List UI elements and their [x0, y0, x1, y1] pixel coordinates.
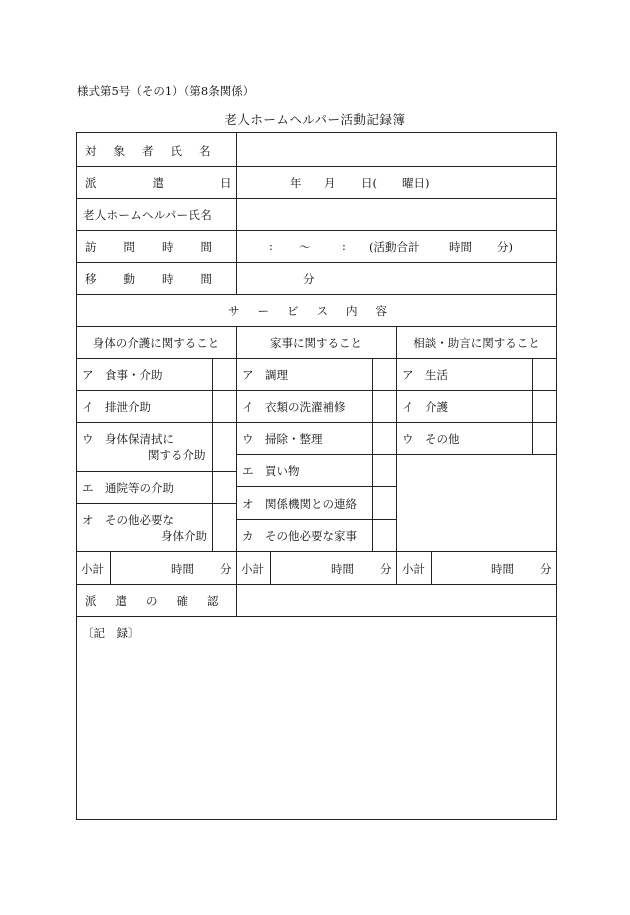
list-item: オ 関係機関との連絡	[242, 497, 357, 511]
dispatch-month: 月	[324, 176, 336, 190]
list-item: ウ 身体保清拭に	[82, 432, 174, 446]
list-item: ウ 掃除・整理	[242, 432, 323, 446]
visit-hours: 時間	[449, 240, 472, 254]
list-item: ウ その他	[402, 432, 460, 446]
list-item: 身体介助	[161, 529, 207, 543]
dispatch-confirm-label	[85, 593, 238, 609]
column-header-housework: 家事に関すること	[270, 336, 362, 350]
list-item: 関する介助	[148, 448, 206, 462]
label-text: 訪問時間	[85, 240, 239, 254]
list-item: エ 買い物	[242, 464, 300, 478]
list-item: カ その他必要な家事	[242, 529, 357, 543]
list-item: ア 調理	[242, 368, 288, 382]
travel-time-label	[85, 271, 239, 287]
list-item: イ 排泄介助	[82, 400, 151, 414]
visit-time-label	[85, 239, 239, 255]
form-number: 様式第5号（その1）（第8条関係）	[77, 84, 255, 98]
dispatch-weekday: 曜日)	[402, 176, 430, 190]
subject-name-label	[85, 143, 231, 159]
subtotal-minutes: 分	[380, 562, 392, 576]
visit-tilde: 〜	[299, 240, 311, 254]
list-item: イ 衣類の洗濯補修	[242, 400, 346, 414]
dispatch-day: 日(	[361, 176, 377, 190]
label-text: 派遣日	[85, 176, 288, 190]
visit-total-open: (活動合計	[369, 240, 420, 254]
list-item: イ 介護	[402, 400, 448, 414]
visit-minutes: 分)	[497, 240, 513, 254]
page-title: 老人ホームヘルパー活動記録簿	[224, 112, 406, 127]
label-text: 対象者氏名	[85, 144, 228, 158]
label-text: 派遣の確認	[85, 594, 238, 608]
visit-colon-end: :	[342, 239, 346, 253]
list-item: ア 食事・介助	[82, 368, 163, 382]
subtotal-label: 小計	[402, 562, 425, 576]
subtotal-hours: 時間	[171, 562, 194, 576]
visit-colon-start: :	[269, 239, 273, 253]
list-item: オ その他必要な	[82, 513, 174, 527]
helper-name-label: 老人ホームヘルパー氏名	[83, 208, 212, 222]
column-header-consultation: 相談・助言に関すること	[413, 336, 540, 350]
column-header-physical-care: 身体の介護に関すること	[92, 336, 220, 350]
subtotal-label: 小計	[241, 562, 264, 576]
list-item: エ 通院等の介助	[82, 481, 174, 495]
label-text: 移動時間	[85, 272, 239, 286]
list-item: ア 生活	[402, 368, 448, 382]
travel-minutes: 分	[303, 272, 315, 286]
subtotal-minutes: 分	[220, 562, 232, 576]
dispatch-year: 年	[290, 176, 302, 190]
record-label: 〔記 録〕	[82, 626, 140, 640]
service-content-header: サービス内容	[228, 304, 405, 318]
subtotal-label: 小計	[81, 562, 104, 576]
dispatch-date-label	[85, 175, 288, 191]
subtotal-hours: 時間	[331, 562, 354, 576]
subtotal-hours: 時間	[491, 562, 514, 576]
subtotal-minutes: 分	[540, 562, 552, 576]
